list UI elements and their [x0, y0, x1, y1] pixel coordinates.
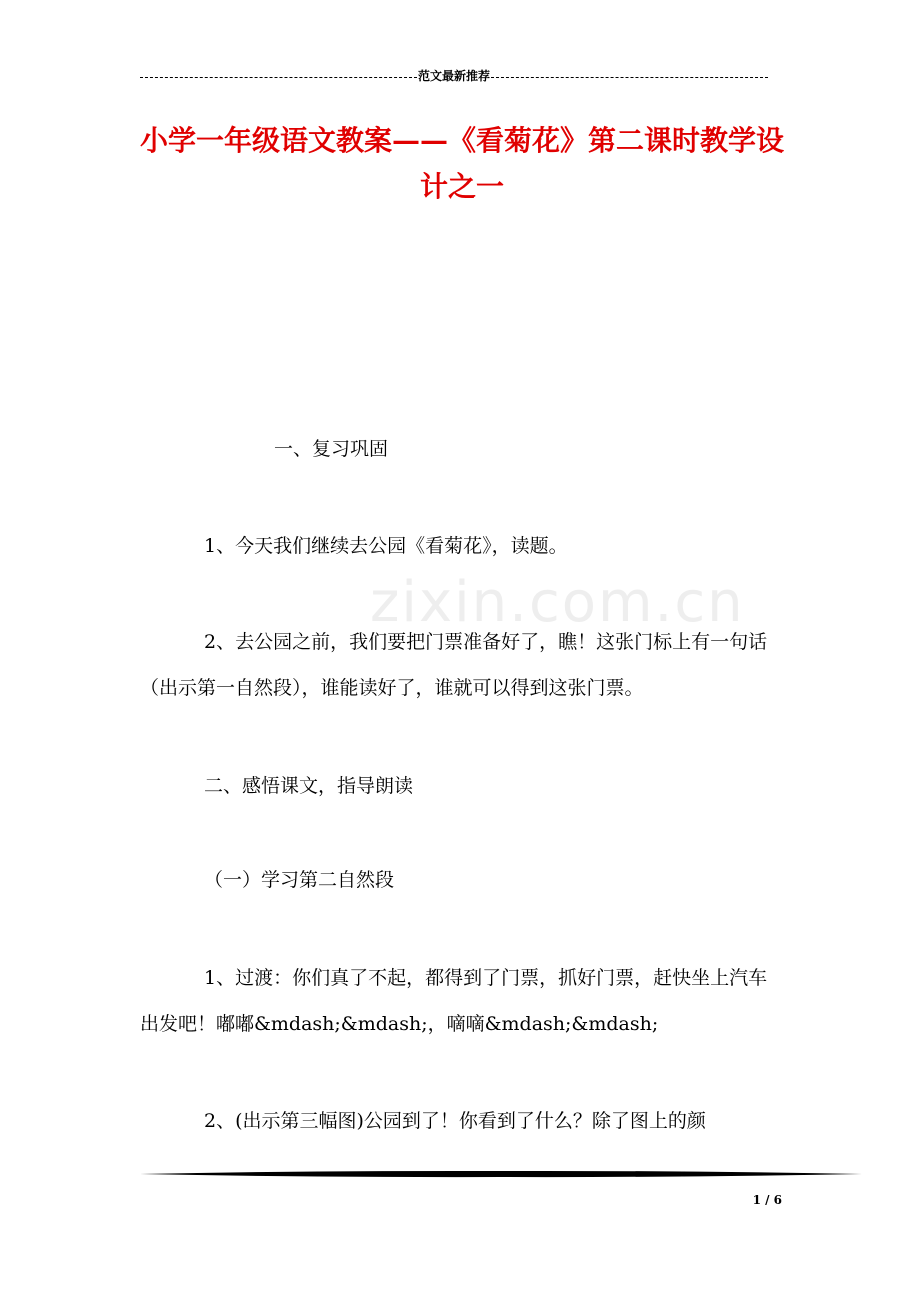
- paragraph-section-two: 二、感悟课文，指导朗读: [204, 775, 414, 797]
- header-text: 范文最新推荐: [418, 69, 491, 83]
- paragraph-2: 2、去公园之前，我们要把门票准备好了，瞧！这张门标上有一句话（出示第一自然段），谁能读好了，谁就可以得到这张门票。: [140, 631, 768, 699]
- header-dash-left: [140, 77, 417, 78]
- watermark: zixin.com.cn: [370, 570, 745, 635]
- footer-rule: [140, 1170, 862, 1178]
- document-title: 小学一年级语文教案——《看菊花》第二课时教学设计之一: [140, 124, 785, 203]
- paragraph-section-one: 一、复习巩固: [274, 438, 389, 460]
- paragraph-1: 1、今天我们继续去公园《看菊花》，读题。: [204, 535, 568, 557]
- header-divider: [140, 68, 768, 84]
- header-dash-right: [491, 77, 768, 78]
- paragraph-3: 1、过渡：你们真了不起，都得到了门票，抓好门票，赶快坐上汽车出发吧！嘟嘟&mdash;&mdash;，嘀嘀&mdash;&mdash;: [140, 967, 768, 1035]
- page-number: 1 / 6: [752, 1193, 782, 1207]
- paragraph-4: 2、(出示第三幅图)公园到了！你看到了什么？除了图上的颜: [204, 1110, 706, 1132]
- paragraph-subsection: （一）学习第二自然段: [204, 869, 395, 891]
